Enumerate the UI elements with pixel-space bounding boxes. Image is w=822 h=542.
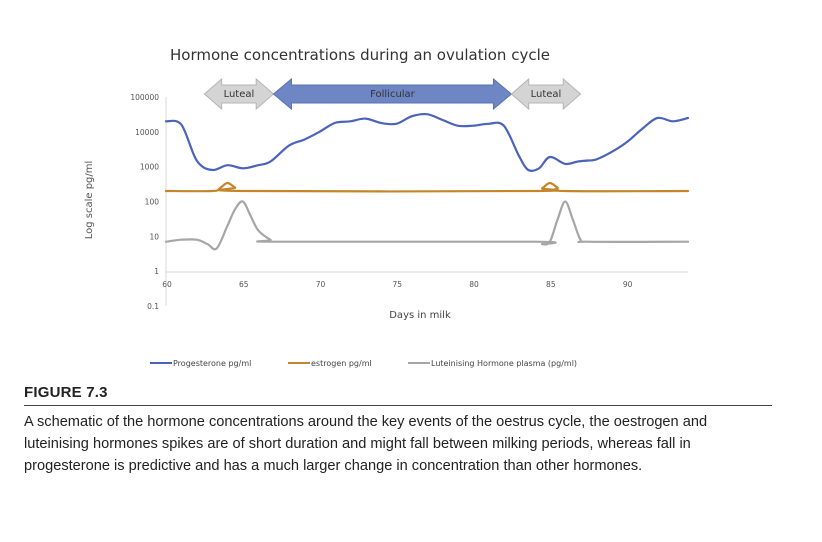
y-tick-label: 10 [149,232,159,242]
series-line [166,183,688,191]
legend-label: Progesterone pg/ml [173,359,252,368]
x-axis-label: Days in milk [389,310,451,321]
y-tick-labels [130,93,159,311]
figure-label: FIGURE 7.3 [24,384,108,401]
y-tick-label: 1 [154,267,159,277]
x-tick-label: 60 [162,280,172,289]
y-axis-label: Log scale pg/ml [84,160,95,240]
figure-caption: A schematic of the hormone concentrations around the key events of the oestrus cycle, the oestrogen and luteinising hormones spikes are of short duration and might fall between milking periods, whereas fall in progesterone is predictive and has a much larger change in concentration than other hormones. [24,414,708,474]
x-tick-label: 65 [238,280,249,289]
figure-divider [24,405,772,406]
y-tick-label: 0.1 [147,302,159,311]
series-lines [166,114,688,249]
legend-label: Luteinising Hormone plasma (pg/ml) [431,359,578,368]
phase-label: Luteal [530,89,562,100]
y-tick-label: 1000 [139,162,159,172]
x-tick-label: 75 [392,280,403,289]
series-line [166,114,688,171]
phase-label: Follicular [370,89,415,100]
x-tick-label: 90 [622,280,633,289]
phase-label: Luteal [223,89,255,100]
legend [150,359,577,368]
x-tick-label: 80 [469,280,479,289]
x-tick-label: 85 [546,280,556,289]
phase-arrows [204,79,580,109]
y-tick-label: 100 [144,197,159,207]
series-line [166,201,688,249]
y-tick-label: 100000 [130,93,159,102]
x-tick-label: 70 [315,280,326,289]
legend-label: estrogen pg/ml [311,359,372,368]
y-tick-label: 10000 [135,127,159,137]
chart-title: Hormone concentrations during an ovulation cycle [170,46,550,64]
x-tick-labels [162,280,632,289]
